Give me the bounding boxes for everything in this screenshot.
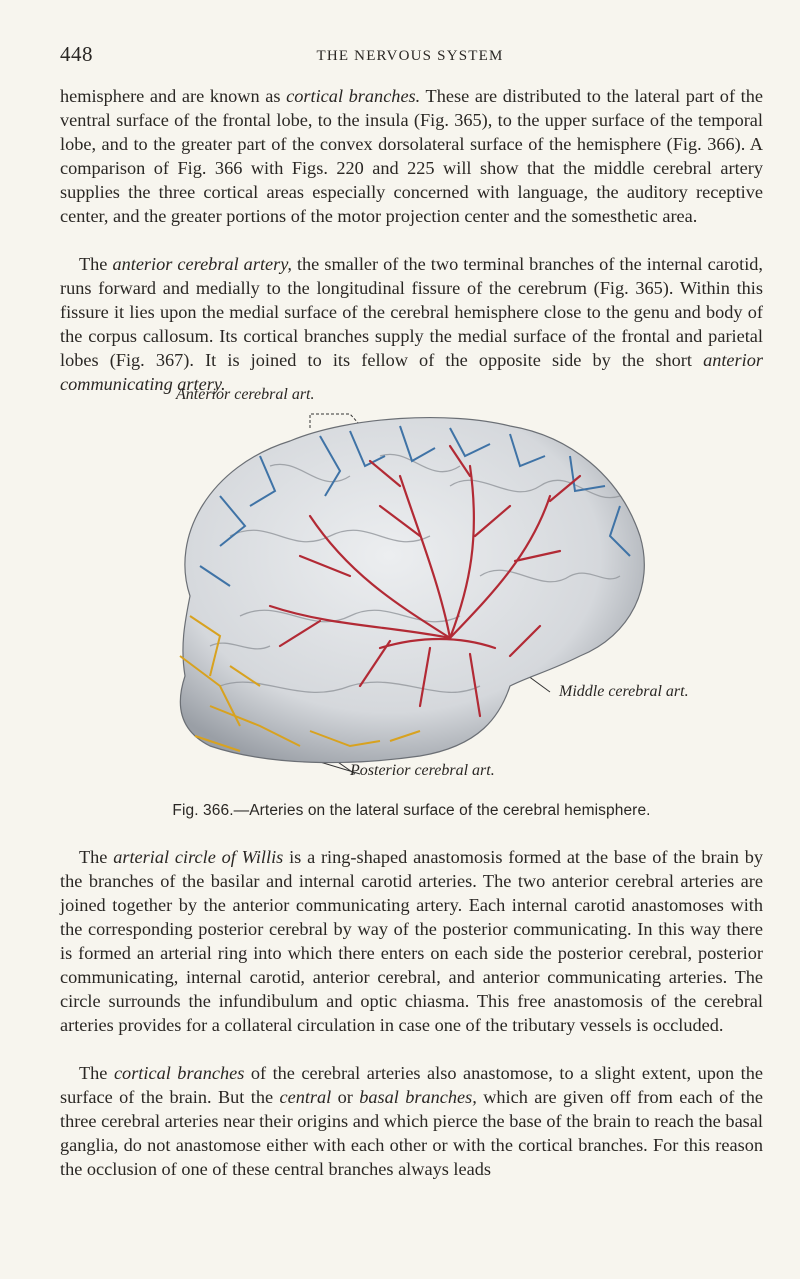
paragraph-text: The: [79, 1063, 114, 1083]
paragraph-text: The: [79, 254, 113, 274]
italic-term: central: [279, 1087, 332, 1107]
paragraph-text: hemisphere and are known as: [60, 86, 287, 106]
italic-term: arterial circle of Willis: [113, 847, 284, 867]
anterior-artery-label: Anterior cerebral art.: [176, 386, 315, 403]
italic-term: anterior cerebral artery,: [112, 254, 292, 274]
running-title: THE NERVOUS SYSTEM: [316, 48, 504, 64]
paragraph-text: or: [331, 1087, 360, 1107]
middle-artery-label: Middle cerebral art.: [559, 683, 689, 700]
figure-caption: Fig. 366.—Arteries on the lateral surface of the cerebral hemisphere.: [172, 802, 651, 819]
paragraph-text: These are distributed to the lateral part of the ventral surface of the frontal lobe, to the insula (Fig. 365), to the upper surface of the temporal lobe, and to the greater part of the convex dorsolateral surface of the hemisphere (Fig. 366). A comparison of Fig. 366 with Figs. 220 and 225 will show that the middle cerebral artery supplies the three cortical areas especially concerned with language, the auditory receptive center, and the greater portions of the motor projection center and the somesthetic area.: [60, 86, 763, 226]
page-header: [60, 42, 760, 72]
italic-term: cortical branches: [113, 1063, 245, 1083]
paragraph: [60, 84, 763, 228]
figure: [150, 386, 710, 786]
page-number: 448: [60, 42, 93, 66]
cerebral-hemisphere: [180, 418, 644, 763]
italic-term: basal branches,: [359, 1087, 477, 1107]
paragraph-text: which are given off from each of the three cerebral arteries near their origins and which pierce the base of the brain to reach the basal ganglia, do not anastomose either with each other or with the cortical branches. For this reason the occlusion of one of these central branches always leads: [60, 1087, 764, 1179]
paragraph-text: of the cerebral arteries also anastomose, to a slight extent, upon the surface of the brain. But the: [60, 1063, 763, 1107]
brain-illustration: [150, 386, 710, 786]
italic-term: anterior communicating artery.: [60, 350, 763, 394]
paragraph-text: the smaller of the two terminal branches of the internal carotid, runs forward and medially to the longitudinal fissure of the cerebrum (Fig. 365). Within this fissure it lies upon the medial surface of the cerebral hemisphere close to the genu and body of the corpus callosum. Its cortical branches supply the medial surface of the frontal and parietal lobes (Fig. 367). It is joined to its fellow of the opposite side by the short: [60, 254, 763, 370]
italic-term: cortical branches.: [286, 86, 421, 106]
paragraph-text: is a ring-shaped anastomosis formed at the base of the brain by the branches of the basilar and internal carotid arteries. The two anterior cerebral arteries are joined together by the anterior communicating artery. Each internal carotid anastomoses with the corresponding posterior cerebral by way of the posterior communicating. In this way there is formed an arterial ring into which there enters on each side the posterior cerebral, posterior communicating, internal carotid, anterior cerebral, and anterior communicating arteries. The circle surrounds the infundibulum and optic chiasma. This free anastomosis of the cerebral arteries provides for a collateral circulation in case one of the tributary vessels is occluded.: [60, 847, 763, 1035]
paragraph: [60, 845, 763, 1037]
posterior-artery-label: Posterior cerebral art.: [350, 762, 495, 779]
paragraph: [60, 1061, 763, 1181]
paragraph: [60, 252, 763, 396]
paragraph-text: The: [79, 847, 114, 867]
